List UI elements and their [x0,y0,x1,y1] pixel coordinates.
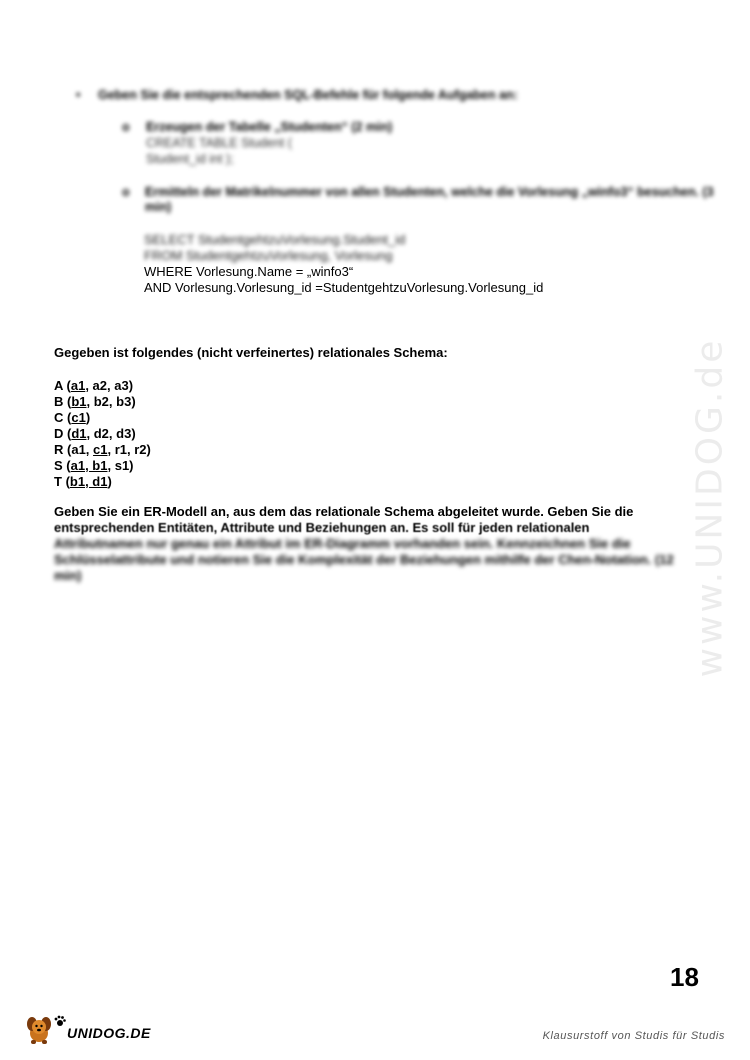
circle-bullet-icon: o [122,185,130,199]
sub-task-title: Erzeugen der Tabelle „Studenten“ (2 min) [146,120,393,134]
create-table-code [146,135,716,167]
watermark-text: www.UNIDOG.de [689,337,731,677]
primary-key: b1 [71,394,87,409]
sql-tasks-section [76,88,716,215]
bullet-icon: • [76,88,81,102]
task-line-blurred: Attributnamen nur genau ein Attribut im ER-Diagramm vorhanden sein. Kennzeichnen Sie die Schlüsselattribute und notieren Sie die Komplexität der Beziehungen mithilfe der Chen-Notation. (12 min) [54,536,674,583]
relation-row: B (b1, b2, b3) [54,394,136,409]
task-line-clear: Geben Sie ein ER-Modell an, aus dem das relationale Schema abgeleitet wurde. Geben Sie die [54,504,634,519]
sql-answer [144,232,543,296]
sub-task-title: Ermitteln der Matrikelnummer von allen Studenten, welche die Vorlesung „winfo3“ besuchen. (3 min) [144,185,714,214]
code-line: Student_id int ); [146,152,234,166]
relation-row: C (c1) [54,410,91,425]
page-number: 18 [670,962,699,992]
bullet-text: Geben Sie die entsprechenden SQL-Befehle für folgende Aufgaben an: [98,88,518,102]
schema-heading: Gegeben ist folgendes (nicht verfeinertes) relationales Schema: [54,345,448,360]
footer-slogan: Klausurstoff von Studis für Studis [542,1030,725,1042]
sql-select-line: SELECT StudentgehtzuVorlesung.Student_id [144,232,406,247]
logo-text: UNIDOG.DE [67,1025,151,1041]
primary-key: b1, d1 [69,474,108,489]
relation-row: A (a1, a2, a3) [54,378,134,393]
primary-key: a1, b1 [70,458,108,473]
relation-row: D (d1, d2, d3) [54,426,136,441]
relation-row: T (b1, d1) [54,474,112,489]
relation-row: S (a1, b1, s1) [54,458,134,473]
er-model-task [54,504,699,584]
primary-key: a1 [70,378,86,393]
sub-task-2 [122,185,716,215]
code-line: CREATE TABLE Student ( [146,136,292,150]
sub-task-1 [122,120,716,167]
bullet-item [76,88,716,102]
primary-key: c1 [93,442,108,457]
sql-from-line: FROM StudentgehtzuVorlesung, Vorlesung [144,248,393,263]
paw-icon [54,1015,66,1027]
sql-and-line: AND Vorlesung.Vorlesung_id =StudentgehtzuVorlesung.Vorlesung_id [144,280,544,295]
schema-section [54,345,704,584]
unidog-logo [22,1013,151,1045]
watermark [690,282,730,732]
primary-key: d1 [71,426,87,441]
relation-row: R (a1, c1, r1, r2) [54,442,151,457]
task-line-partial: entsprechenden Entitäten, Attribute und Beziehungen an. Es soll für jeden relationalen [54,520,590,535]
circle-bullet-icon: o [122,120,130,134]
primary-key: c1 [71,410,86,425]
sql-where-line: WHERE Vorlesung.Name = „winfo3“ [144,264,354,279]
dog-icon [22,1013,56,1045]
